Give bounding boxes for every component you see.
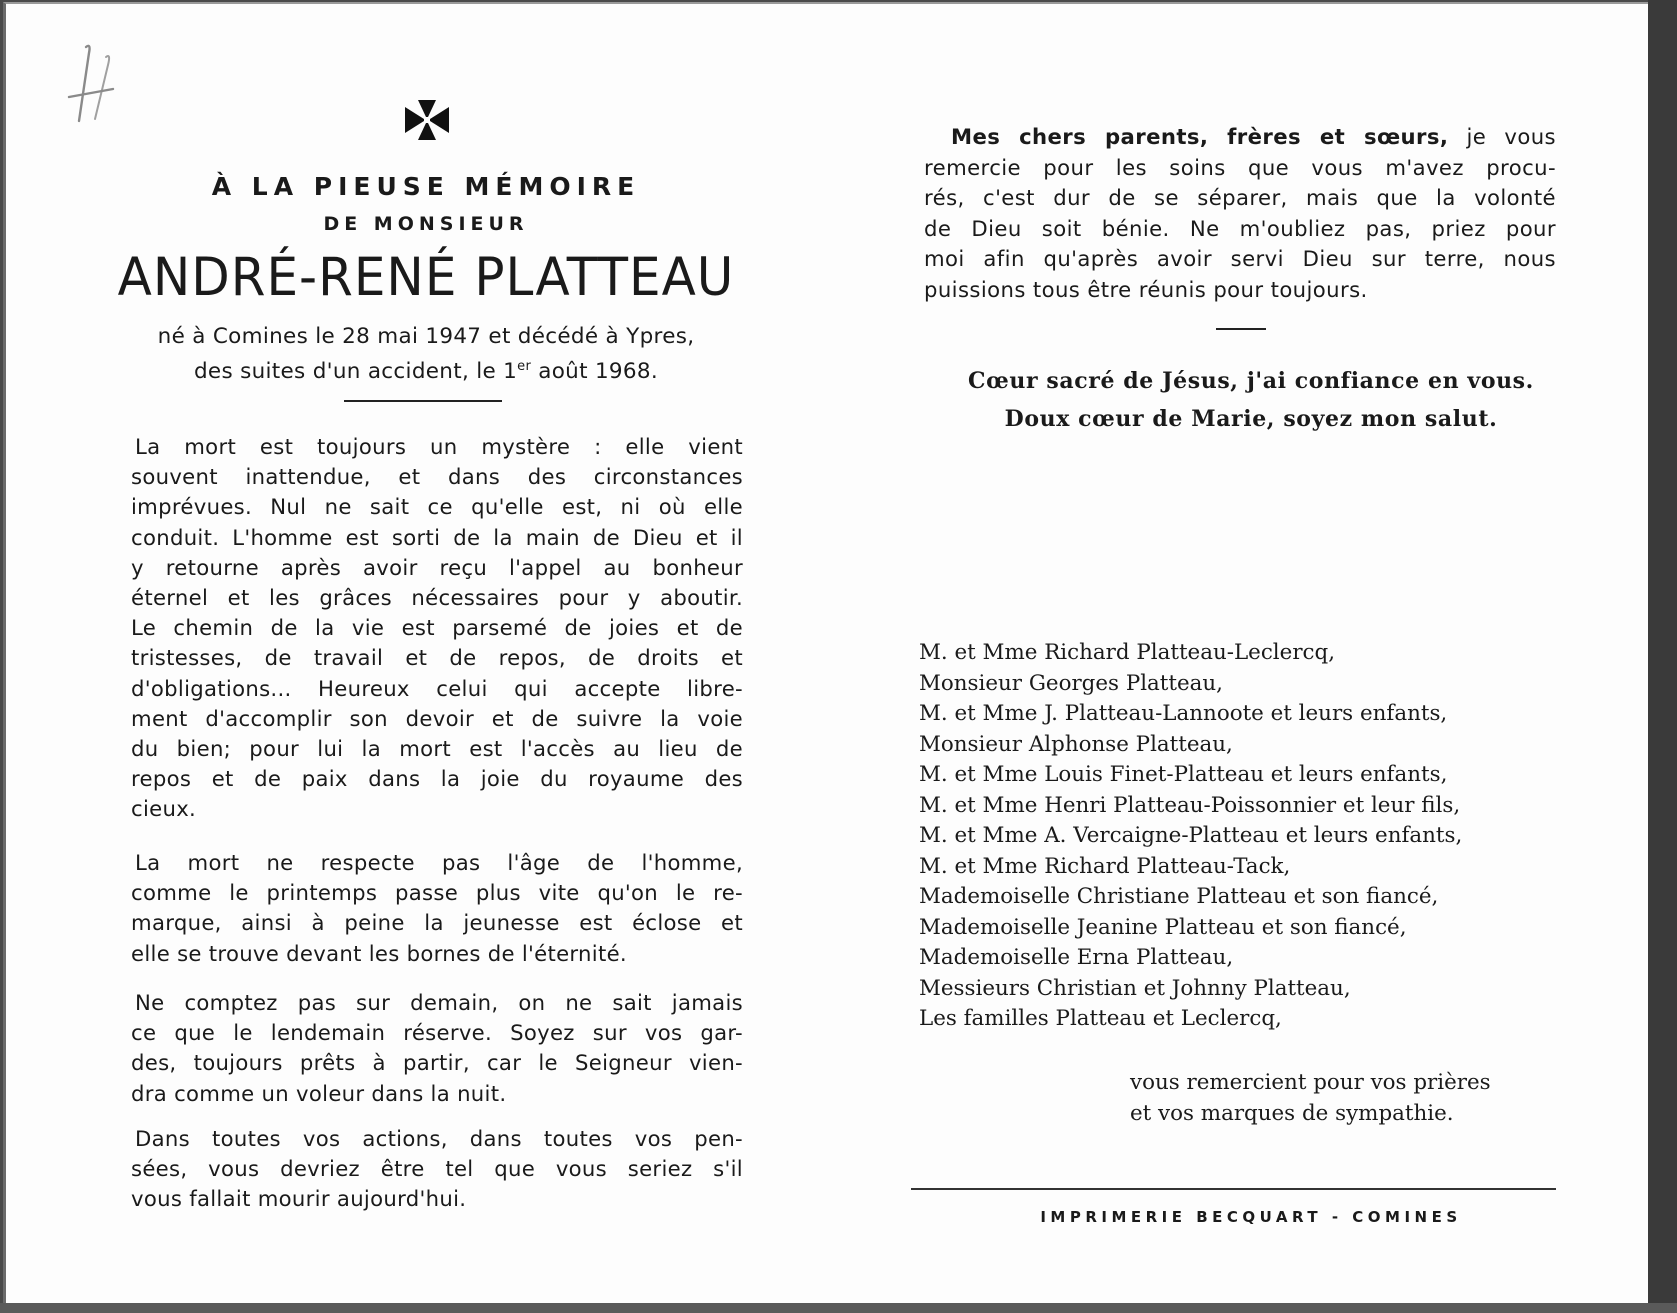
paragraph-1 [131, 432, 743, 825]
text-line: Ne comptez pas sur demain, on ne sait jamais [135, 990, 743, 1015]
memorial-card [3, 2, 1648, 1303]
text-line: marque, ainsi à peine la jeunesse est éclose et [131, 910, 743, 936]
dates-line-2-text: des suites d'un accident, le 1 [193, 359, 518, 384]
thanks-line: et vos marques de sympathie. [1130, 1100, 1454, 1126]
dates-superscript: er [517, 359, 532, 374]
family-member: Mademoiselle Jeanine Platteau et son fiancé, [919, 914, 1407, 940]
cross-pattee-icon [404, 99, 450, 141]
thanks-line: vous remercient pour vos prières [1130, 1070, 1491, 1095]
family-member: M. et Mme Richard Platteau-Tack, [919, 853, 1291, 879]
printer-credit: IMPRIMERIE BECQUART - COMINES [1040, 1208, 1462, 1226]
thanks-message [1130, 1068, 1610, 1129]
dates-line-2 [6, 352, 846, 387]
family-member: Messieurs Christian et Johnny Platteau, [919, 975, 1351, 1001]
family-member: Les familles Platteau et Leclercq, [919, 1006, 1282, 1031]
scan-edge-right [1648, 0, 1677, 1313]
text-line: sées, vous devriez être tel que vous seriez s'il [131, 1156, 743, 1182]
text-line: elle se trouve devant les bornes de l'éternité. [131, 940, 627, 966]
text-line: dra comme un voleur dans la nuit. [131, 1080, 507, 1106]
family-member: Monsieur Georges Platteau, [919, 670, 1223, 696]
text-line: ce que le lendemain réserve. Soyez sur vos gar- [131, 1020, 743, 1046]
prayers [886, 362, 1616, 438]
dates-line-1: né à Comines le 28 mai 1947 et décédé à Ypres, [157, 324, 695, 349]
family-member: Mademoiselle Erna Platteau, [919, 945, 1234, 970]
text-line: y retourne après avoir reçu l'appel au bonheur [131, 554, 743, 580]
header-line-1: À LA PIEUSE MÉMOIRE [211, 172, 641, 201]
text-line: La mort est toujours un mystère : elle vient [135, 434, 743, 459]
text-line: imprévues. Nul ne sait ce qu'elle est, ni où elle [131, 494, 743, 520]
divider-left [344, 400, 502, 402]
header-line-2: DE MONSIEUR [323, 213, 529, 235]
text-line: ment d'accomplir son devoir et de suivre la voie [131, 705, 743, 731]
farewell-message [924, 122, 1556, 305]
footer-divider [911, 1188, 1556, 1190]
text-line: conduit. L'homme est sorti de la main de Dieu et il [131, 524, 743, 550]
family-member: Mademoiselle Christiane Platteau et son fiancé, [919, 884, 1439, 909]
deceased-name: ANDRÉ-RENÉ PLATTEAU [117, 246, 735, 308]
paragraph-4 [131, 1124, 743, 1215]
text-line: des, toujours prêts à partir, car le Seigneur vien- [131, 1050, 743, 1076]
family-member: Monsieur Alphonse Platteau, [919, 731, 1233, 757]
family-member: M. et Mme Henri Platteau-Poissonnier et leur fils, [919, 792, 1461, 818]
text-line: remercie pour les soins que vous m'avez procu- [924, 154, 1556, 180]
message-lead: Mes chers parents, frères et sœurs, [951, 124, 1449, 149]
family-list [919, 638, 1599, 1035]
text-line: Dans toutes vos actions, dans toutes vos pen- [135, 1126, 743, 1151]
paragraph-2 [131, 848, 743, 969]
text-line: de Dieu soit bénie. Ne m'oubliez pas, priez pour [924, 215, 1556, 241]
text-line: Le chemin de la vie est parsemé de joies et de [131, 615, 743, 641]
birth-death-dates [6, 322, 846, 387]
text-line: souvent inattendue, et dans des circonstances [131, 464, 743, 490]
paragraph-3 [131, 988, 743, 1109]
family-member: M. et Mme Richard Platteau-Leclercq, [919, 640, 1336, 665]
text-line: La mort ne respecte pas l'âge de l'homme, [135, 850, 743, 875]
text-line: repos et de paix dans la joie du royaume des [131, 766, 743, 792]
text-line: d'obligations... Heureux celui qui accepte libre- [131, 675, 743, 701]
family-member: M. et Mme J. Platteau-Lannoote et leurs enfants, [919, 701, 1448, 726]
text-line: éternel et les grâces nécessaires pour y aboutir. [131, 585, 743, 611]
text-line: du bien; pour lui la mort est l'accès au lieu de [131, 736, 743, 762]
prayer-line: Doux cœur de Marie, soyez mon salut. [1004, 406, 1498, 432]
prayer-line: Cœur sacré de Jésus, j'ai confiance en vous. [968, 368, 1534, 394]
text-line: rés, c'est dur de se séparer, mais que la volonté [924, 185, 1556, 210]
text-line: vous fallait mourir aujourd'hui. [131, 1186, 467, 1212]
dates-line-2-end: août 1968. [531, 359, 658, 384]
text-line: moi afin qu'après avoir servi Dieu sur terre, nous [924, 246, 1556, 271]
message-lead-rest: je vous [1448, 124, 1556, 149]
text-line: tristesses, de travail et de repos, de droits et [131, 645, 743, 671]
handwritten-mark [61, 39, 121, 129]
family-member: M. et Mme A. Vercaigne-Platteau et leurs enfants, [919, 823, 1463, 848]
scan-edge-bottom [0, 1303, 1677, 1313]
text-line: puissions tous être réunis pour toujours. [924, 276, 1368, 302]
family-member: M. et Mme Louis Finet-Platteau et leurs enfants, [919, 762, 1448, 787]
text-line: cieux. [131, 796, 197, 822]
text-line [924, 122, 1556, 153]
divider-right [1216, 328, 1266, 330]
text-line: comme le printemps passe plus vite qu'on le re- [131, 880, 743, 906]
